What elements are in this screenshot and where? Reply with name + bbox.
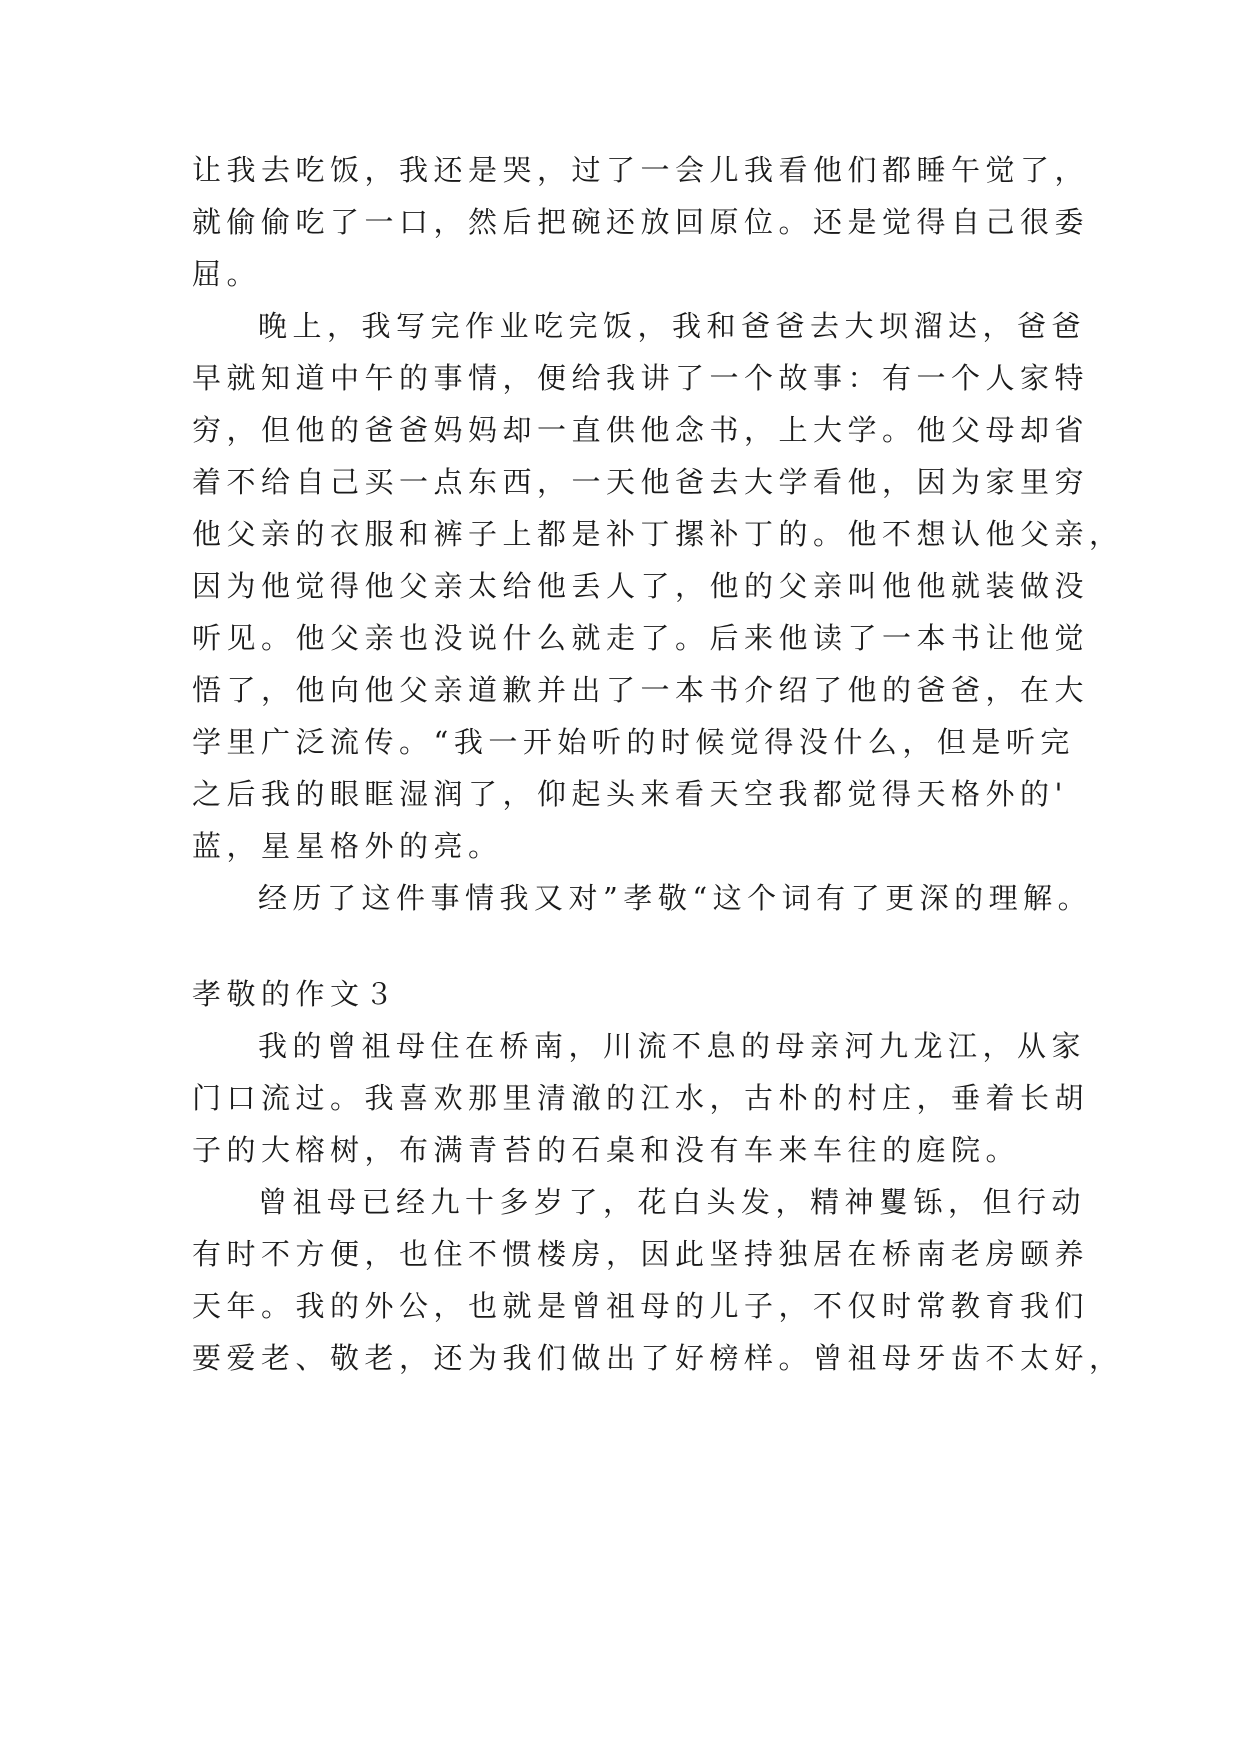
text-line: 蓝，星星格外的亮。: [192, 829, 503, 863]
text-line: 我的曾祖母住在桥南，川流不息的母亲河九龙江，从家: [258, 1029, 1087, 1063]
text-line: 门口流过。我喜欢那里清澈的江水，古朴的村庄，垂着长胡: [192, 1081, 1090, 1115]
text-line: 曾祖母已经九十多岁了，花白头发，精神矍铄，但行动: [258, 1185, 1087, 1219]
text-line: 有时不方便，也住不惯楼房，因此坚持独居在桥南老房颐养: [192, 1237, 1090, 1271]
text-line: 穷，但他的爸爸妈妈却一直供他念书，上大学。他父母却省: [192, 413, 1090, 447]
text-line: 子的大榕树，布满青苔的石桌和没有车来车往的庭院。: [192, 1133, 1021, 1167]
text-line: 经历了这件事情我又对”孝敬“这个词有了更深的理解。: [258, 881, 1093, 915]
text-line: 天年。我的外公，也就是曾祖母的儿子，不仅时常教育我们: [192, 1289, 1090, 1323]
text-line: 就偷偷吃了一口，然后把碗还放回原位。还是觉得自己很委: [192, 205, 1090, 239]
text-line: 让我去吃饭，我还是哭，过了一会儿我看他们都睡午觉了，: [192, 153, 1090, 187]
text-line: 屈。: [192, 257, 262, 291]
text-line: 之后我的眼眶湿润了，仰起头来看天空我都觉得天格外的': [192, 777, 1068, 811]
text-line: 学里广泛流传。“我一开始听的时候觉得没什么，但是听完: [192, 725, 1075, 759]
text-line: 着不给自己买一点东西，一天他爸去大学看他，因为家里穷: [192, 465, 1090, 499]
text-line: 悟了，他向他父亲道歉并出了一本书介绍了他的爸爸，在大: [192, 673, 1090, 707]
text-line: 早就知道中午的事情，便给我讲了一个故事：有一个人家特: [192, 361, 1090, 395]
section-heading: 孝敬的作文３: [192, 977, 400, 1011]
text-line: 晚上，我写完作业吃完饭，我和爸爸去大坝溜达，爸爸: [258, 309, 1087, 343]
text-line: 他父亲的衣服和裤子上都是补丁摞补丁的。他不想认他父亲，: [192, 517, 1124, 551]
text-line: 听见。他父亲也没说什么就走了。后来他读了一本书让他觉: [192, 621, 1090, 655]
text-line: 要爱老、敬老，还为我们做出了好榜样。曾祖母牙齿不太好，: [192, 1341, 1124, 1375]
text-line: 因为他觉得他父亲太给他丢人了，他的父亲叫他他就装做没: [192, 569, 1090, 603]
